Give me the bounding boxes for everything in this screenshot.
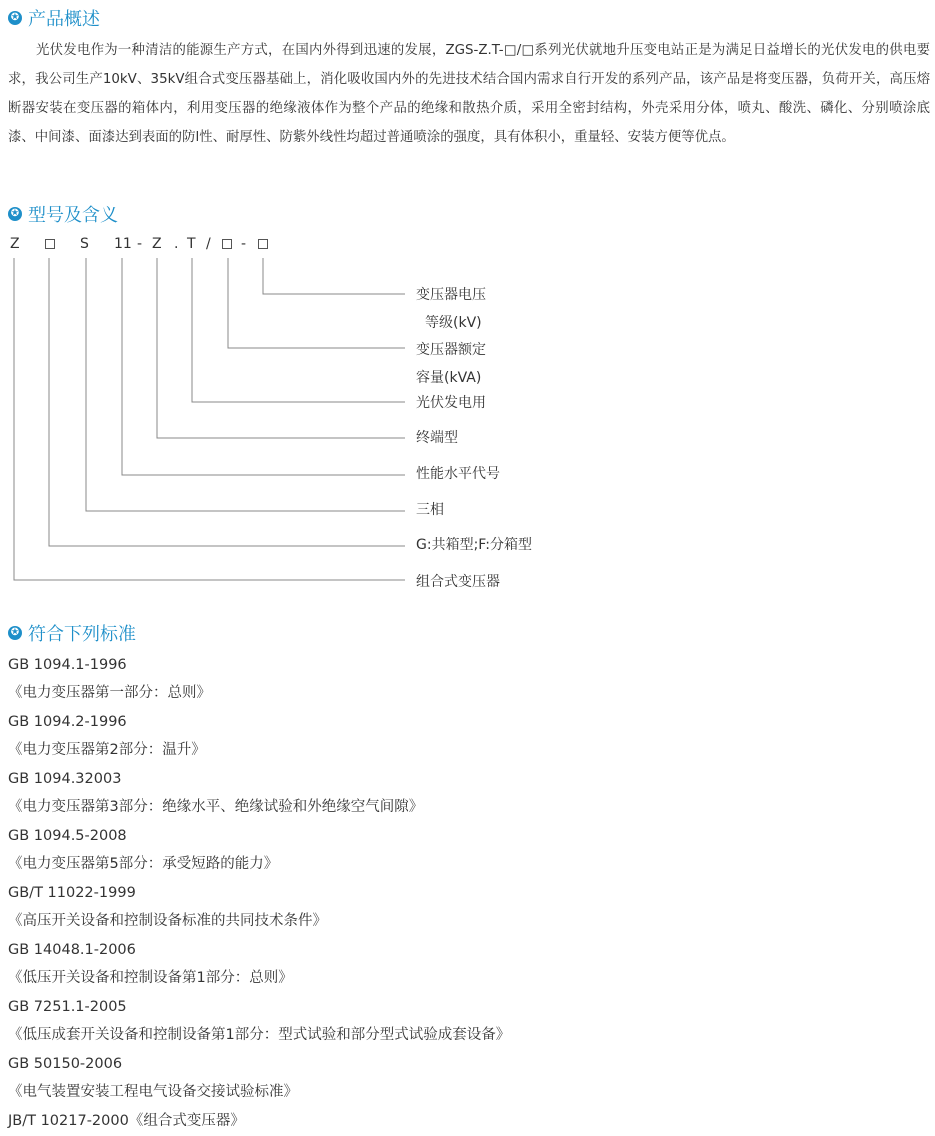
line-three-phase xyxy=(86,258,405,511)
empty-box-icon xyxy=(258,239,268,249)
standard-item: 《低压成套开关设备和控制设备第1部分：型式试验和部分型式试验成套设备》 xyxy=(8,1027,511,1043)
line-pv-use xyxy=(192,258,405,402)
standard-item: GB 7251.1-2005 xyxy=(8,999,127,1015)
standard-item: 《电力变压器第3部分：绝缘水平、绝缘试验和外绝缘空气间隙》 xyxy=(8,799,424,815)
label-three-phase: 三相 xyxy=(416,502,444,518)
overview-heading-text: 产品概述 xyxy=(28,9,100,30)
standard-item: 《低压开关设备和控制设备第1部分：总则》 xyxy=(8,970,293,986)
standards-heading-text: 符合下列标准 xyxy=(28,624,136,645)
code-char-dash-1: - xyxy=(137,236,143,252)
line-combined-transformer xyxy=(14,258,405,580)
label-capacity-2: 容量(kVA) xyxy=(416,370,482,386)
line-rated-capacity xyxy=(228,258,405,348)
code-char-s: S xyxy=(80,236,89,252)
standard-item: 《高压开关设备和控制设备标准的共同技术条件》 xyxy=(8,913,327,929)
code-char-z: Z xyxy=(10,236,20,252)
label-pv-use: 光伏发电用 xyxy=(416,395,486,411)
code-char-slash: / xyxy=(206,236,211,252)
standard-item: GB 1094.2-1996 xyxy=(8,714,127,730)
standard-item: GB 50150-2006 xyxy=(8,1056,123,1072)
star-circle-icon: ✪ xyxy=(8,626,22,640)
star-circle-icon: ✪ xyxy=(8,11,22,25)
model-diagram-lines xyxy=(0,250,420,590)
label-combined-transformer: 组合式变压器 xyxy=(416,574,500,590)
label-voltage-2: 等级(kV) xyxy=(425,315,482,331)
label-voltage-1: 变压器电压 xyxy=(416,287,486,303)
overview-heading xyxy=(8,6,100,30)
standard-item: 《电力变压器第一部分：总则》 xyxy=(8,685,211,701)
star-circle-icon: ✪ xyxy=(8,207,22,221)
model-heading-text: 型号及含义 xyxy=(28,205,118,226)
model-heading xyxy=(8,202,118,226)
code-char-11: 11 xyxy=(114,236,132,252)
label-terminal-type: 终端型 xyxy=(416,430,458,446)
empty-box-icon xyxy=(45,239,55,249)
code-char-z2: Z xyxy=(152,236,162,252)
standard-item: GB 1094.32003 xyxy=(8,771,122,787)
empty-box-icon xyxy=(222,239,232,249)
standard-item: 《电力变压器第2部分：温升》 xyxy=(8,742,206,758)
label-capacity-1: 变压器额定 xyxy=(416,342,486,358)
standard-item: GB 1094.1-1996 xyxy=(8,657,127,673)
label-tank-type: G:共箱型;F:分箱型 xyxy=(416,537,532,553)
label-performance-code: 性能水平代号 xyxy=(416,466,500,482)
standard-item: 《电气装置安装工程电气设备交接试验标准》 xyxy=(8,1084,298,1100)
code-char-t: T xyxy=(187,236,196,252)
standard-item: GB 14048.1-2006 xyxy=(8,942,136,958)
code-char-dot: . xyxy=(174,236,179,252)
standard-item: 《电力变压器第5部分：承受短路的能力》 xyxy=(8,856,279,872)
standard-item: JB/T 10217-2000《组合式变压器》 xyxy=(8,1113,245,1129)
code-char-dash-2: - xyxy=(241,236,247,252)
standard-item: GB/T 11022-1999 xyxy=(8,885,136,901)
standard-item: GB 1094.5-2008 xyxy=(8,828,127,844)
standards-heading xyxy=(8,621,136,645)
line-rated-voltage xyxy=(263,258,405,294)
overview-paragraph: 光伏发电作为一种清洁的能源生产方式，在国内外得到迅速的发展，ZGS-Z.T-□/□系列光伏就地升压变电站正是为满足日益增长的光伏发电的供电要求，我公司生产10kV、35kV组合式变压器基础上，消化吸收国内外的先进技术结合国内需求自行开发的系列产品，该产品是将变压器，负荷开关，高压熔断器安装在变压器的箱体内，利用变压器的绝缘液体作为整个产品的绝缘和散热介质，采用全密封结构，外壳采用分体，喷丸、酸洗、磷化、分别喷涂底漆、中间漆、面漆达到表面的防l性、耐厚性、防紫外线性均超过普通喷涂的强度，具有体积小，重量轻、安装方便等优点。 xyxy=(8,43,930,145)
